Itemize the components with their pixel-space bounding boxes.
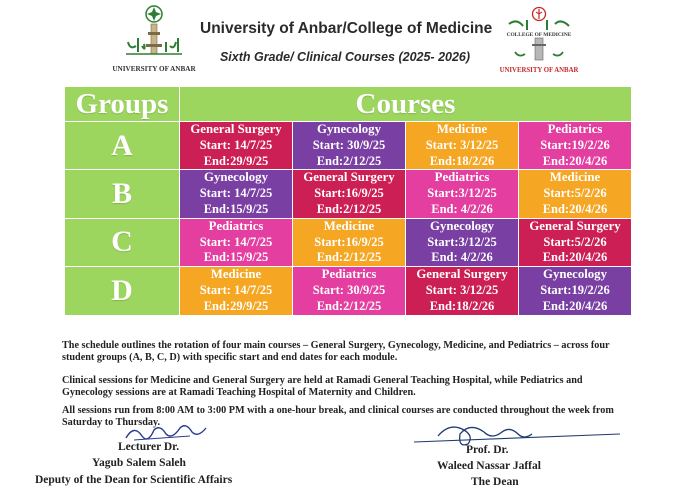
course-name: General Surgery — [303, 170, 395, 185]
course-name: Medicine — [210, 267, 262, 282]
start-date: Start: 14/7/25 — [199, 282, 273, 297]
end-date: End:20/4/26 — [542, 298, 608, 313]
course-cell — [180, 122, 293, 170]
course-cell — [293, 218, 406, 266]
college-of-medicine-logo — [499, 4, 579, 76]
table-row — [65, 218, 632, 266]
table-row — [65, 170, 632, 218]
group-label: A — [65, 122, 180, 170]
course-cell — [180, 170, 293, 218]
start-date: Start:16/9/25 — [314, 186, 384, 201]
table-row — [65, 122, 632, 170]
course-name: Gynecology — [204, 170, 268, 185]
course-name: Pediatrics — [547, 122, 603, 136]
course-cell — [406, 122, 519, 170]
schedule-note-locations: Clinical sessions for Medicine and General Surgery are held at Ramadi General Teaching Hospital, while Pediatrics and Gynecology sessions are at Ramadi Teaching Hospital of Maternity and Children. — [62, 375, 583, 398]
clinical-courses-schedule-table — [64, 86, 632, 316]
lecturer-title: Lecturer Dr. — [118, 441, 180, 453]
table-row — [65, 267, 632, 315]
course-cell — [519, 218, 632, 266]
course-cell — [180, 267, 293, 315]
end-date: End:2/12/25 — [316, 153, 382, 168]
end-date: End:29/9/25 — [203, 153, 269, 168]
course-cell — [519, 122, 632, 170]
schedule-subtitle: Sixth Grade/ Clinical Courses (2025- 2026) — [219, 50, 471, 64]
course-cell — [293, 267, 406, 315]
start-date: Start:19/2/26 — [540, 137, 610, 152]
end-date: End:20/4/26 — [542, 250, 608, 265]
course-cell — [180, 218, 293, 266]
course-name: General Surgery — [529, 218, 621, 233]
svg-text:COLLEGE OF MEDICINE: COLLEGE OF MEDICINE — [506, 32, 572, 38]
start-date: Start: 14/7/25 — [199, 186, 273, 201]
groups-header: Groups — [65, 87, 180, 122]
course-cell — [406, 218, 519, 266]
course-name: Medicine — [549, 170, 601, 185]
dean-signature — [410, 420, 630, 450]
end-date: End: 4/2/26 — [431, 250, 493, 265]
start-date: Start:3/12/25 — [427, 186, 497, 201]
end-date: End:18/2/26 — [429, 153, 495, 168]
start-date: Start: 30/9/25 — [312, 137, 386, 152]
start-date: Start: 3/12/25 — [425, 137, 499, 152]
end-date: End:15/9/25 — [203, 201, 269, 216]
end-date: End:15/9/25 — [203, 250, 269, 265]
dean-title: Prof. Dr. — [466, 444, 509, 456]
end-date: End:20/4/26 — [542, 201, 608, 216]
dean-role: The Dean — [471, 476, 519, 488]
schedule-note-hours: All sessions run from 8:00 AM to 3:00 PM with a one-hour break, and clinical courses are conducted throughout the week from Saturday to Thursday. — [62, 405, 614, 428]
group-label: C — [65, 218, 180, 266]
start-date: Start:19/2/26 — [540, 282, 610, 297]
courses-header: Courses — [180, 87, 632, 122]
course-name: Gynecology — [317, 122, 381, 136]
svg-text:UNIVERSITY OF ANBAR: UNIVERSITY OF ANBAR — [499, 67, 579, 74]
course-cell — [293, 170, 406, 218]
group-label: D — [65, 267, 180, 315]
lecturer-name: Yagub Salem Saleh — [92, 457, 186, 469]
start-date: Start:3/12/25 — [427, 234, 497, 249]
course-name: Pediatrics — [321, 267, 377, 282]
end-date: End:20/4/26 — [542, 153, 608, 168]
start-date: Start:5/2/26 — [543, 186, 607, 201]
end-date: End:29/9/25 — [203, 298, 269, 313]
start-date: Start:16/9/25 — [314, 234, 384, 249]
dean-name: Waleed Nassar Jaffal — [437, 460, 541, 472]
end-date: End:2/12/25 — [316, 250, 382, 265]
start-date: Start: 30/9/25 — [312, 282, 386, 297]
end-date: End: 4/2/26 — [431, 201, 493, 216]
start-date: Start: 3/12/25 — [425, 282, 499, 297]
course-cell — [293, 122, 406, 170]
course-name: Medicine — [436, 122, 488, 136]
course-name: General Surgery — [190, 122, 282, 136]
course-cell — [406, 267, 519, 315]
lecturer-role: Deputy of the Dean for Scientific Affairs — [35, 474, 233, 486]
course-name: Pediatrics — [208, 218, 264, 233]
table-header-row — [65, 87, 632, 122]
university-of-anbar-logo — [112, 2, 196, 76]
start-date: Start:5/2/26 — [543, 234, 607, 249]
university-title: University of Anbar/College of Medicine — [200, 20, 493, 37]
course-name: Medicine — [323, 218, 375, 233]
group-label: B — [65, 170, 180, 218]
end-date: End:2/12/25 — [316, 201, 382, 216]
svg-text:UNIVERSITY OF ANBAR: UNIVERSITY OF ANBAR — [112, 65, 196, 73]
course-name: Gynecology — [543, 267, 607, 282]
start-date: Start: 14/7/25 — [199, 234, 273, 249]
course-name: Gynecology — [430, 218, 494, 233]
course-name: Pediatrics — [434, 170, 490, 185]
course-name: General Surgery — [416, 267, 508, 282]
course-cell — [406, 170, 519, 218]
end-date: End:2/12/25 — [316, 298, 382, 313]
course-cell — [519, 267, 632, 315]
schedule-note-rotation: The schedule outlines the rotation of four main courses – General Surgery, Gynecology, Medicine, and Pediatrics – across four student groups (A, B, C, D) with specific start and end dates for each module. — [62, 340, 610, 363]
end-date: End:18/2/26 — [429, 298, 495, 313]
start-date: Start: 14/7/25 — [199, 137, 273, 152]
course-cell — [519, 170, 632, 218]
